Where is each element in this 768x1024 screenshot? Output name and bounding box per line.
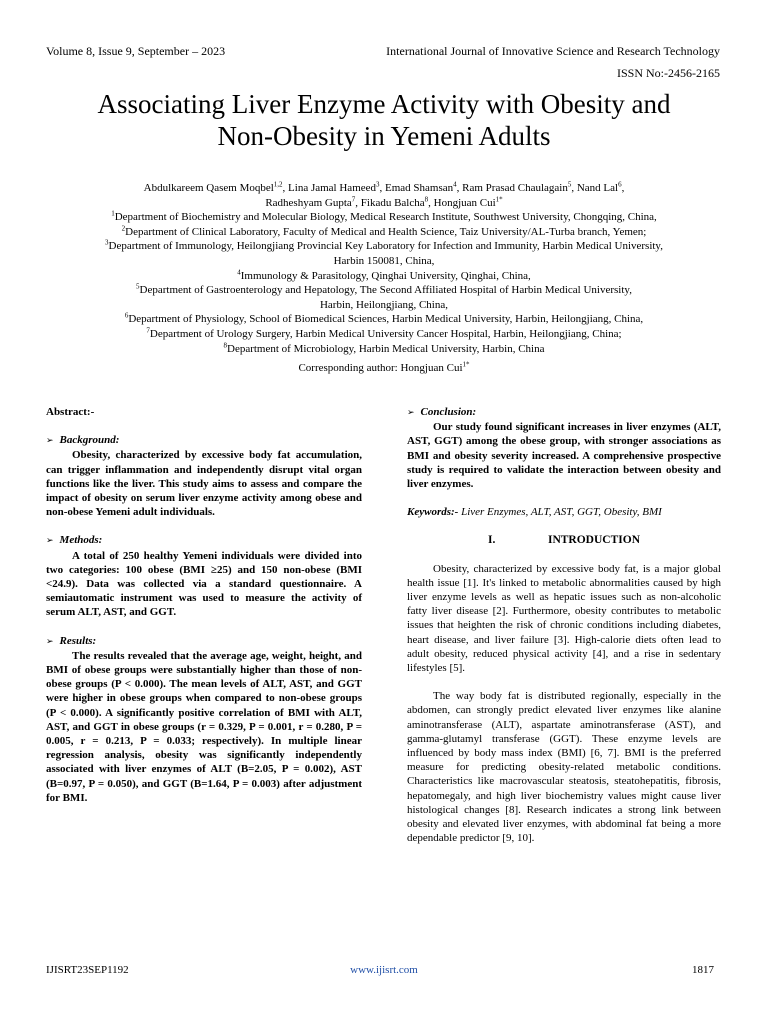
- journal-name: International Journal of Innovative Science and Research Technology: [386, 44, 720, 58]
- results-text: The results revealed that the average age, weight, height, and BMI of obese groups were substantially higher than those of non-obese groups (P < 0.000). The mean levels of ALT, AST, and GGT were higher in obese groups when compared to non-obese groups (P < 0.000). A significantly positive correlation of BMI with ALT, AST, and GGT in obese groups (r = 0.329, P = 0.001, r = 0.280, P = 0.005, r = 0.213, P = 0.033; respectively). In multiple linear regression analysis, obesity was significantly independently associated with liver enzymes of ALT (B=2.05, P = 0.002), AST (B=0.97, P = 0.050), and GGT (B=1.64, P = 0.003) after adjustment for BMI.: [46, 649, 362, 804]
- methods-text: A total of 250 healthy Yemeni individuals were divided into two categories: 100 obese (BMI ≥25) and 150 non-obese (BMI <24.9). Data was collected via a standard questionnaire. A semiautomatic instrument was used to measure the activity of serum ALT, AST, and GGT.: [46, 549, 362, 619]
- author-sup: 4: [453, 180, 457, 189]
- affiliation-text: Department of Microbiology, Harbin Medical University, Harbin, China: [227, 342, 545, 355]
- page-number: 1817: [692, 964, 714, 976]
- arrow-bullet-icon: ➢: [46, 636, 54, 647]
- affiliation: [36, 283, 732, 298]
- paper-title: [30, 88, 738, 152]
- keywords: [407, 505, 721, 519]
- author-name: Abdulkareem Qasem Moqbel: [143, 182, 274, 194]
- affiliation-text: Department of Urology Surgery, Harbin Medical University Cancer Hospital, Harbin, Heilongjiang, China;: [149, 327, 622, 340]
- author-sup: 7: [351, 194, 356, 203]
- author-name: , Lina Jamal Hameed: [282, 182, 377, 194]
- affiliation-text: Department of Immunology, Heilongjiang Provincial Key Laboratory for Infection and Immunity, Harbin Medical University,: [108, 240, 663, 253]
- background-label: Background:: [59, 434, 120, 447]
- issn: ISSN No:-2456-2165: [616, 66, 720, 80]
- author-name: , Nand Lal: [571, 182, 619, 194]
- right-column: [407, 405, 721, 845]
- author-sup: 8: [424, 194, 429, 203]
- author-sup: 3: [376, 180, 380, 189]
- arrow-bullet-icon: ➢: [407, 408, 415, 418]
- corresponding-label: Corresponding author: Hongjuan Cui: [298, 362, 463, 374]
- author-sup: 5: [567, 180, 572, 189]
- footer-code: IJISRT23SEP1192: [46, 964, 129, 976]
- author-block: [36, 181, 732, 356]
- keywords-text: Liver Enzymes, ALT, AST, GGT, Obesity, BMI: [461, 506, 662, 519]
- affiliation-sup: 7: [146, 326, 150, 335]
- author-line-2: [36, 196, 732, 211]
- author-name: , Fikadu Balcha: [355, 196, 425, 209]
- affiliation-text: Department of Gastroenterology and Hepatology, The Second Affiliated Hospital of Harbin Medical University,: [139, 284, 632, 297]
- title-line-2: Non-Obesity in Yemeni Adults: [217, 121, 551, 151]
- section-title: INTRODUCTION: [547, 534, 640, 547]
- affiliation-cont: Harbin 150081, China,: [333, 254, 435, 267]
- affiliation-sup: 6: [124, 311, 129, 320]
- results-heading: [46, 634, 362, 649]
- intro-paragraph-1: Obesity, characterized by excessive body fat, is a major global health issue [1]. It's linked to metabolic abnormalities caused by high liver enzyme levels as well as hepatic issues such as non-alcoholic fatty liver disease [2]. Furthermore, obesity contributes to metabolic issues that heighten the risk of chronic conditions including diabetes, heart disease, and liver failure [3]. High-calorie diets often lead to adult obesity, reduced physical activity [4], and a rise in sedentary lifestyles [5].: [407, 562, 721, 675]
- footer-url-wrap: [0, 964, 768, 976]
- affiliation-text: Department of Biochemistry and Molecular Biology, Medical Research Institute, Southwest University, Chongqing, China,: [114, 211, 657, 224]
- affiliation-sup: 2: [121, 224, 126, 233]
- affiliation-sup: 5: [136, 282, 140, 291]
- affiliation: [36, 327, 732, 342]
- affiliation-sup: 8: [223, 340, 227, 349]
- affiliation-sup: 3: [105, 238, 109, 247]
- author-separator: ,: [621, 182, 625, 194]
- corresponding-author: [36, 362, 732, 374]
- keywords-label: Keywords:-: [407, 506, 459, 519]
- author-name: Radheshyam Gupta: [265, 196, 352, 209]
- volume-info: Volume 8, Issue 9, September – 2023: [46, 44, 226, 58]
- author-sup: 1*: [495, 194, 503, 203]
- background-heading: [46, 433, 362, 448]
- author-name: , Emad Shamsan: [379, 182, 454, 194]
- methods-label: Methods:: [59, 534, 103, 547]
- affiliation: [36, 225, 732, 240]
- footer-url-link[interactable]: www.ijisrt.com: [350, 964, 418, 976]
- author-sup: 6: [618, 180, 622, 189]
- affiliation-sup: 4: [237, 267, 241, 276]
- conclusion-label: Conclusion:: [420, 406, 477, 418]
- affiliation: [36, 269, 732, 284]
- author-name: , Hongjuan Cui: [428, 196, 496, 209]
- corresponding-sup: 1*: [462, 360, 470, 369]
- section-heading-introduction: [407, 533, 721, 547]
- arrow-bullet-icon: ➢: [46, 436, 54, 447]
- left-column: [46, 405, 362, 805]
- affiliation-cont: Harbin, Heilongjiang, China,: [319, 298, 448, 311]
- affiliation: [36, 342, 732, 357]
- conclusion-heading: [407, 405, 721, 420]
- affiliation-text: Department of Clinical Laboratory, Faculty of Medical and Health Science, Taiz University/AL-Turba branch, Yemen;: [125, 225, 647, 238]
- results-label: Results:: [59, 634, 97, 647]
- abstract-heading: Abstract:-: [46, 406, 95, 418]
- title-line-1: Associating Liver Enzyme Activity with Obesity and: [97, 89, 671, 119]
- author-line-1: [36, 181, 732, 196]
- background-text: Obesity, characterized by excessive body fat accumulation, can trigger inflammation and independently disrupt vital organ functions like the liver. This study aims to assess and compare the impact of obesity on serum liver enzyme activity among obese and non-obese Yemeni adult individuals.: [46, 449, 362, 519]
- section-number: I.: [487, 534, 496, 547]
- affiliation-sup: 1: [111, 209, 115, 218]
- affiliation: [36, 239, 732, 254]
- affiliation-text: Department of Physiology, School of Biomedical Sciences, Harbin Medical University, Harbin, Heilongjiang, China,: [128, 313, 644, 326]
- affiliation-text: Immunology & Parasitology, Qinghai University, Qinghai, China,: [240, 269, 531, 282]
- arrow-bullet-icon: ➢: [46, 536, 54, 547]
- affiliation: [36, 312, 732, 327]
- author-sup: 1,2: [273, 180, 283, 189]
- intro-paragraph-2: The way body fat is distributed regionally, especially in the abdomen, can strongly predict elevated liver enzymes like alanine aminotransferase (ALT), aspartate aminotransferase (AST), and gamma-glutamyl transferase (GGT). These enzyme levels are influenced by body mass index (BMI) [6, 7]. BMI is the preferred measure for predicting obesity-related metabolic conditions. Characteristics like macrovascular steatosis, steatohepatitis, fibrosis, hepatomegaly, and high liver biochemistry values might cause liver histological changes [8]. Research indicates a strong link between obesity and elevated liver enzymes, with abdominal fat being a more dependable predictor [9, 10].: [407, 690, 721, 845]
- author-name: , Ram Prasad Chaulagain: [456, 182, 568, 194]
- conclusion-text: Our study found significant increases in liver enzymes (ALT, AST, GGT) among the obese group, with stronger associations as BMI and obesity severity increased. A comprehensive prospective study is required to validate the interaction between obesity and liver enzymes.: [407, 421, 721, 491]
- affiliation: [36, 210, 732, 225]
- methods-heading: [46, 533, 362, 548]
